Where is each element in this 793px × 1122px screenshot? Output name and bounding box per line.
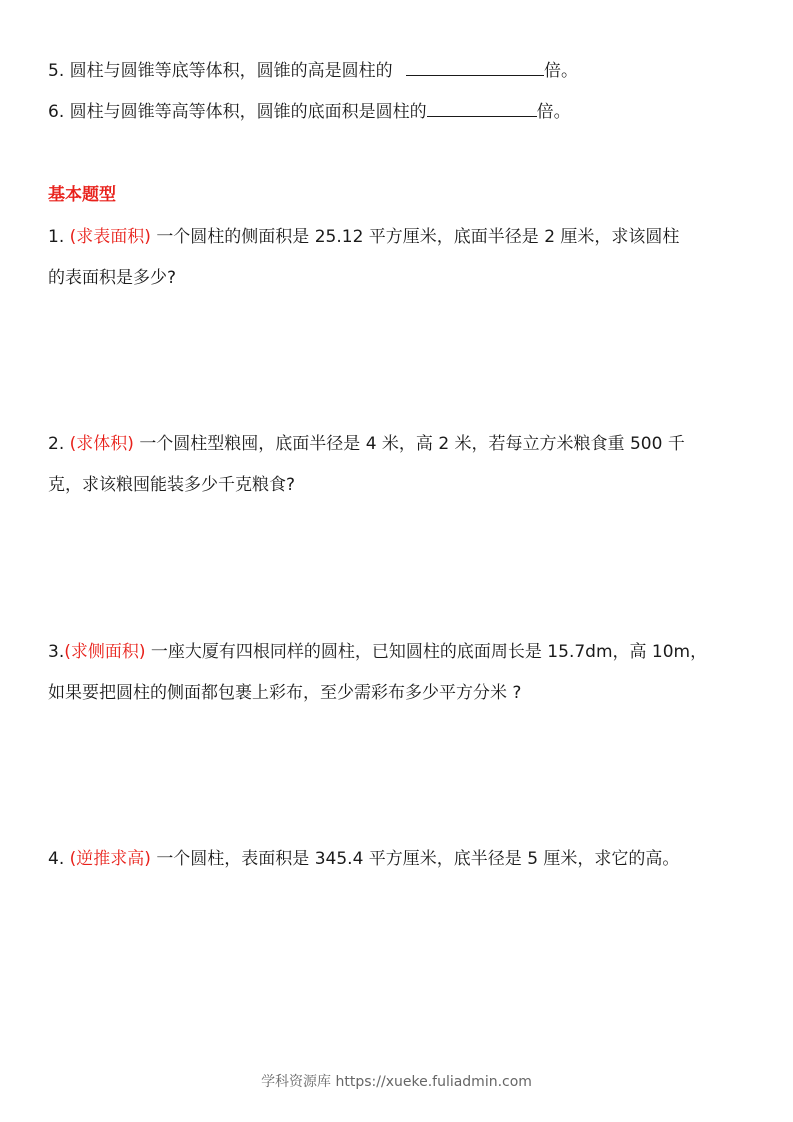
problem-text: 一个圆柱，表面积是 345.4 平方厘米，底半径是 5 厘米，求它的高。 — [156, 849, 680, 869]
problem-text: 一个圆柱型粮囤，底面半径是 4 米，高 2 米，若每立方米粮食重 500 千 — [139, 434, 685, 454]
problem-3-line-1 — [48, 641, 707, 663]
question-suffix: 倍。 — [536, 102, 571, 122]
problem-number: 3. — [48, 642, 65, 662]
problem-number: 4. — [48, 849, 65, 869]
fill-in-question-5 — [48, 59, 578, 82]
problem-number: 2. — [48, 434, 65, 454]
fill-in-question-6 — [48, 100, 571, 123]
problem-1-line-1 — [48, 226, 679, 248]
problem-tag: (求表面积) — [69, 227, 151, 247]
problem-2-line-2: 克，求该粮囤能装多少千克粮食? — [48, 475, 296, 495]
section-title: 基本题型 — [48, 185, 116, 205]
question-text: 圆柱与圆锥等底等体积，圆锥的高是圆柱的 — [69, 61, 393, 81]
problem-tag: (逆推求高) — [69, 849, 151, 869]
footer-source: 学科资源库 https://xueke.fuliadmin.com — [261, 1074, 532, 1090]
problem-4-line-1 — [48, 848, 679, 870]
problem-3-line-2: 如果要把圆柱的侧面都包裹上彩布，至少需彩布多少平方分米 ? — [48, 683, 522, 703]
problem-1-line-2: 的表面积是多少? — [48, 268, 177, 288]
question-suffix: 倍。 — [544, 61, 579, 81]
answer-blank[interactable] — [427, 100, 537, 117]
problem-number: 1. — [48, 227, 65, 247]
question-text: 圆柱与圆锥等高等体积，圆锥的底面积是圆柱的 — [69, 102, 427, 122]
problem-tag: (求侧面积) — [64, 642, 146, 662]
question-number: 6. — [48, 102, 65, 122]
problem-text: 一个圆柱的侧面积是 25.12 平方厘米，底面半径是 2 厘米，求该圆柱 — [156, 227, 680, 247]
problem-tag: (求体积) — [69, 434, 134, 454]
problem-text: 一座大厦有四根同样的圆柱，已知圆柱的底面周长是 15.7dm，高 10m， — [150, 642, 708, 662]
question-number: 5. — [48, 61, 65, 81]
problem-2-line-1 — [48, 433, 685, 455]
answer-blank[interactable] — [406, 59, 544, 76]
